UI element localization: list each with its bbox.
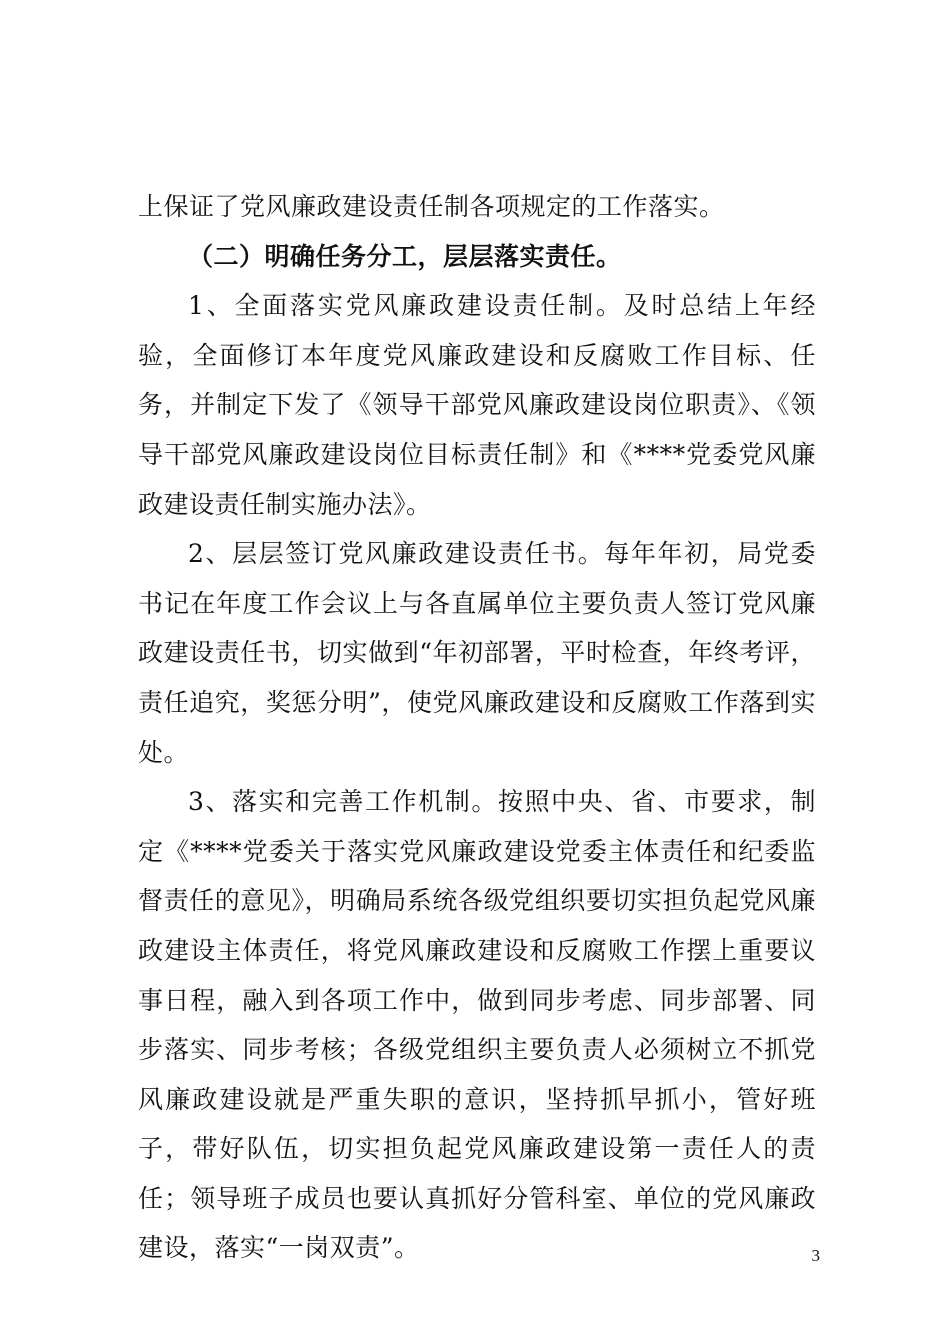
paragraph-item-2: 2、层层签订党风廉政建设责任书。每年年初，局党委书记在年度工作会议上与各直属单位主要负责人签订党风廉政建设责任书，切实做到“年初部署，平时检查，年终考评，责任追究，奖惩分明”，使党风廉政建设和反腐败工作落到实处。 — [138, 539, 816, 767]
paragraph-item-3: 3、落实和完善工作机制。按照中央、省、市要求，制定《****党委关于落实党风廉政建设党委主体责任和纪委监督责任的意见》，明确局系统各级党组织要切实担负起党风廉政建设主体责任，将党风廉政建设和反腐败工作摆上重要议事日程，融入到各项工作中，做到同步考虑、同步部署、同步落实、同步考核；各级党组织主要负责人必须树立不抓党风廉政建设就是严重失职的意识，坚持抓早抓小，管好班子，带好队伍，切实担负起党风廉政建设第一责任人的责任；领导班子成员也要认真抓好分管科室、单位的党风廉政建设，落实“一岗双责”。 — [138, 787, 816, 1263]
paragraph-continuation: 上保证了党风廉政建设责任制各项规定的工作落实。 — [138, 192, 725, 221]
paragraph-item-1: 1、全面落实党风廉政建设责任制。及时总结上年经验，全面修订本年度党风廉政建设和反腐败工作目标、任务，并制定下发了《领导干部党风廉政建设岗位职责》、《领导干部党风廉政建设岗位目标责任制》和《****党委党风廉政建设责任制实施办法》。 — [138, 291, 816, 519]
document-body — [138, 182, 816, 1273]
page-number: 3 — [811, 1246, 820, 1265]
section-heading: （二）明确任务分工，层层落实责任。 — [188, 241, 622, 271]
